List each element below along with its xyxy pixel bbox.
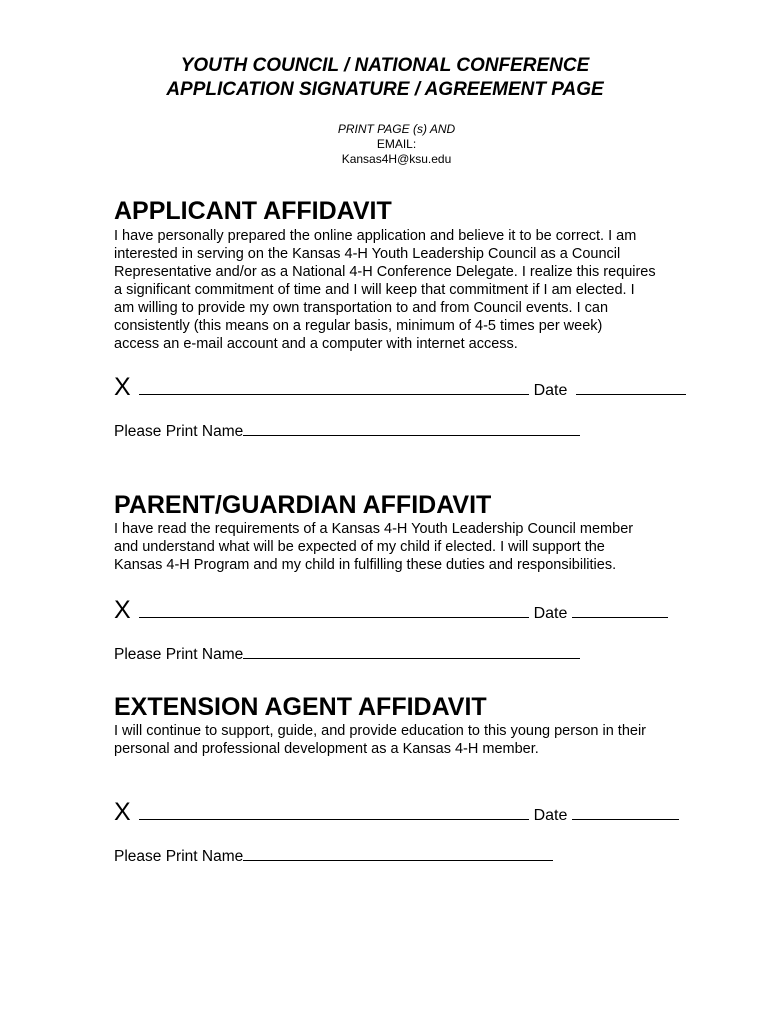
applicant-text-line: consistently (this means on a regular basis, minimum of 4-5 times per week) [114,318,603,334]
document-title-line-1: YOUTH COUNCIL / NATIONAL CONFERENCE [180,55,590,76]
parent-signature-mark: X [114,596,131,624]
email-address: Kansas4H@ksu.edu [341,152,452,166]
email-label: EMAIL: [376,137,417,151]
applicant-print-name-row [114,421,580,442]
agent-signature-row [114,797,679,831]
applicant-text-line: a significant commitment of time and I will keep that commitment if I am elected. I [114,282,635,298]
applicant-date-label: Date [533,382,568,399]
agent-print-name-row [114,846,553,867]
agent-affidavit-heading: EXTENSION AGENT AFFIDAVIT [114,693,487,721]
parent-text-line: I have read the requirements of a Kansas 4-H Youth Leadership Council member [114,521,634,537]
parent-text-line: Kansas 4-H Program and my child in fulfilling these duties and responsibilities. [114,557,617,573]
applicant-print-name-label: Please Print Name [114,423,244,440]
parent-text-line: and understand what will be expected of my child if elected. I will support the [114,539,605,555]
agent-affidavit-text [114,722,646,758]
agent-text-line: I will continue to support, guide, and provide education to this young person in their [114,723,647,739]
applicant-date-field[interactable] [576,380,686,395]
applicant-text-line: Representative and/or as a National 4-H Conference Delegate. I realize this requires [114,264,656,280]
document-title-line-2: APPLICATION SIGNATURE / AGREEMENT PAGE [166,79,604,100]
applicant-text-line: I have personally prepared the online application and believe it to be correct. I am [114,228,637,244]
agent-signature-field[interactable] [139,805,529,820]
applicant-print-name-field[interactable] [243,421,580,436]
parent-affidavit-heading: PARENT/GUARDIAN AFFIDAVIT [114,491,492,519]
agent-print-name-label: Please Print Name [114,848,244,865]
parent-affidavit-text [114,520,633,574]
agent-print-name-field[interactable] [243,846,553,861]
agent-signature-mark: X [114,798,131,826]
applicant-signature-row [114,372,686,406]
applicant-signature-mark: X [114,373,131,401]
parent-signature-field[interactable] [139,603,529,618]
applicant-affidavit-heading: APPLICANT AFFIDAVIT [114,197,392,225]
applicant-text-line: interested in serving on the Kansas 4-H Youth Leadership Council as a Council [114,246,621,262]
parent-date-label: Date [533,605,568,622]
parent-date-field[interactable] [572,603,668,618]
parent-print-name-field[interactable] [243,644,580,659]
applicant-signature-field[interactable] [139,380,529,395]
parent-signature-row [114,595,668,629]
applicant-affidavit-text [114,227,656,353]
parent-print-name-row [114,644,580,665]
agent-date-label: Date [533,807,568,824]
print-instruction: PRINT PAGE (s) AND [337,122,456,136]
applicant-text-line: am willing to provide my own transportation to and from Council events. I can [114,300,609,316]
applicant-text-line: access an e-mail account and a computer with internet access. [114,336,518,352]
agent-text-line: personal and professional development as a Kansas 4-H member. [114,741,539,757]
agent-date-field[interactable] [572,805,679,820]
parent-print-name-label: Please Print Name [114,646,244,663]
